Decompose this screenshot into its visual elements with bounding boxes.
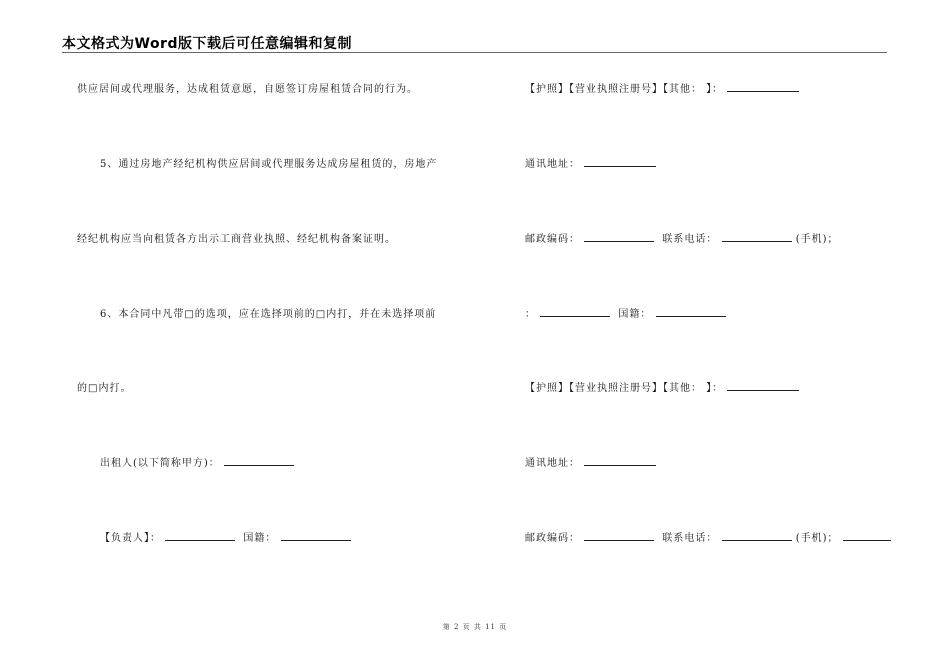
lessor-row — [100, 454, 294, 469]
address-blank-2[interactable] — [584, 456, 656, 466]
nationality-row-2 — [525, 305, 726, 320]
id-types-row-1 — [525, 80, 799, 95]
contact-row-1 — [525, 230, 839, 245]
principal-blank[interactable] — [165, 531, 235, 541]
address-row-1 — [525, 155, 656, 170]
id-types-label-2: 【护照】【营业执照注册号】【其他： 】： — [525, 383, 724, 394]
document-header-title: 本文格式为Word版下载后可任意编辑和复制 — [62, 36, 352, 52]
principal-label: 【负责人】： — [100, 533, 161, 544]
body-text-line-4: 6、本合同中凡带□的选项，应在选择项前的□内打，并在未选择项前 — [100, 309, 437, 320]
address-row-2 — [525, 454, 656, 469]
mobile-blank-2[interactable] — [843, 531, 891, 541]
id-types-label-1: 【护照】【营业执照注册号】【其他： 】： — [525, 84, 724, 95]
address-label-1: 通讯地址： — [525, 159, 580, 170]
postcode-label-2: 邮政编码： — [525, 533, 580, 544]
id-number-blank-1[interactable] — [727, 82, 799, 92]
representative-blank[interactable] — [540, 307, 610, 317]
body-text-line-1: 供应居间或代理服务，达成租赁意愿，自愿签订房屋租赁合同的行为。 — [77, 84, 418, 95]
mobile-label-2: (手机)； — [795, 533, 839, 544]
id-types-row-2 — [525, 379, 799, 394]
colon-lead: ： — [525, 309, 536, 320]
lessor-label: 出租人(以下简称甲方)： — [100, 458, 220, 469]
id-number-blank-2[interactable] — [727, 381, 799, 391]
nationality-label-2: 国籍： — [618, 309, 652, 320]
contact-row-2 — [525, 529, 891, 544]
nationality-blank-2[interactable] — [656, 307, 726, 317]
body-text-line-2: 5、通过房地产经纪机构供应居间或代理服务达成房屋租赁的，房地产 — [100, 159, 438, 170]
phone-label-1: 联系电话： — [662, 234, 718, 245]
postcode-blank-2[interactable] — [584, 531, 654, 541]
postcode-blank-1[interactable] — [584, 232, 654, 242]
phone-blank-1[interactable] — [722, 232, 792, 242]
page-number: 第 2 页 共 11 页 — [442, 623, 508, 631]
phone-blank-2[interactable] — [722, 531, 792, 541]
principal-row — [100, 529, 351, 544]
postcode-label-1: 邮政编码： — [525, 234, 580, 245]
lessor-blank[interactable] — [224, 456, 294, 466]
mobile-label-1: (手机)； — [795, 234, 839, 245]
body-text-line-5: 的□内打。 — [77, 383, 132, 394]
body-text-line-3: 经纪机构应当向租赁各方出示工商营业执照、经纪机构备案证明。 — [77, 234, 396, 245]
address-blank-1[interactable] — [584, 157, 656, 167]
nationality-blank[interactable] — [281, 531, 351, 541]
nationality-label: 国籍： — [243, 533, 277, 544]
phone-label-2: 联系电话： — [662, 533, 718, 544]
header-divider — [62, 52, 887, 53]
address-label-2: 通讯地址： — [525, 458, 580, 469]
